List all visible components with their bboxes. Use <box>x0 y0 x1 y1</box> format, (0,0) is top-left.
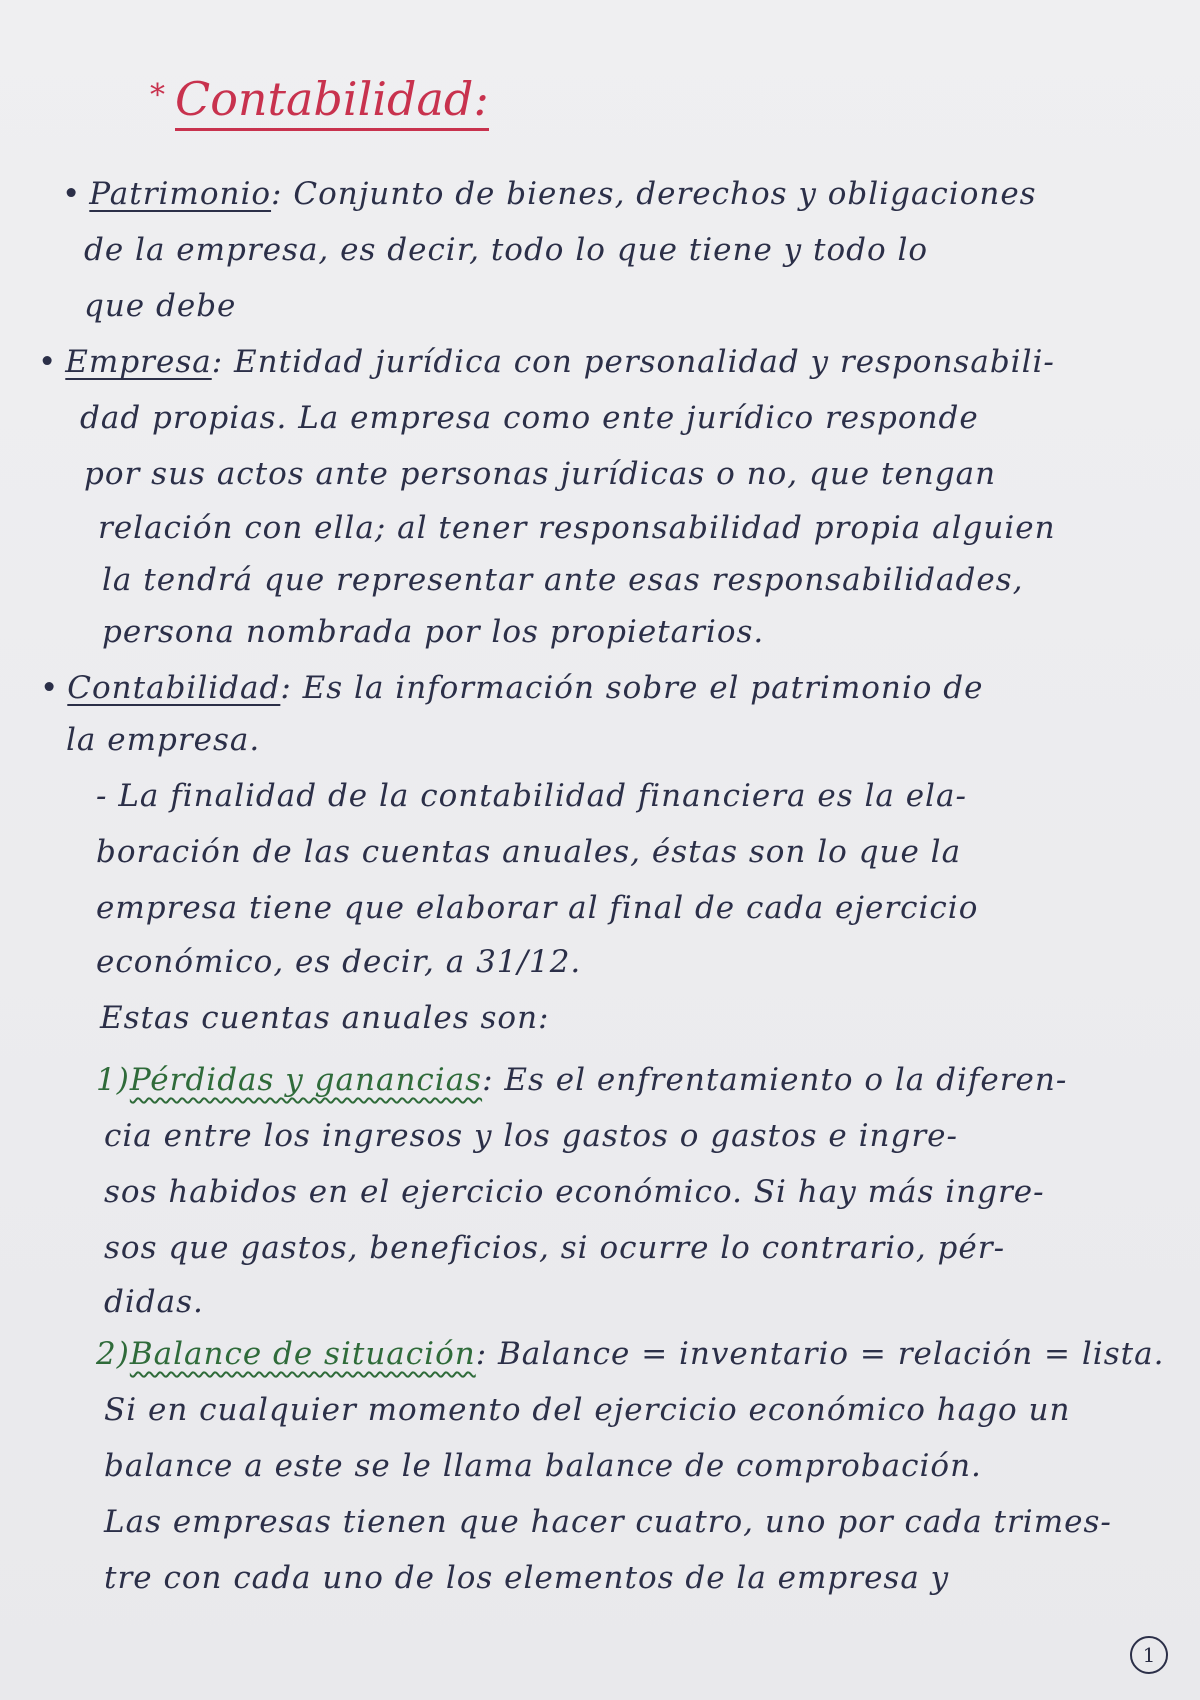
balance-line-4: Las empresas tienen que hacer cuatro, uno por cada trimes- <box>104 1504 1112 1540</box>
patrimonio-line-3: que debe <box>84 288 237 324</box>
balance-line-2: Si en cualquier momento del ejercicio económico hago un <box>104 1392 1071 1428</box>
empresa-term: Empresa <box>65 344 212 380</box>
balance-term: Balance de situación <box>129 1336 476 1372</box>
contabilidad-line-2: la empresa. <box>66 722 261 758</box>
balance-line-5: tre con cada uno de los elementos de la empresa y <box>104 1560 950 1596</box>
title-text: Contabilidad: <box>175 72 489 131</box>
patrimonio-line-2: de la empresa, es decir, todo lo que tiene y todo lo <box>84 232 929 268</box>
perdidas-line-2: cia entre los ingresos y los gastos o gastos e ingre- <box>104 1118 958 1154</box>
contabilidad-line-3: - La finalidad de la contabilidad financiera es la ela- <box>96 778 967 814</box>
patrimonio-line-1 <box>62 176 1037 212</box>
perdidas-text-1: : Es el enfrentamiento o la diferen- <box>482 1062 1068 1098</box>
perdidas-line-5: didas. <box>104 1284 204 1320</box>
bullet-icon: • <box>38 344 58 380</box>
contabilidad-line-6: económico, es decir, a 31/12. <box>96 944 582 980</box>
empresa-line-4: relación con ella; al tener responsabilidad propia alguien <box>98 510 1056 546</box>
empresa-line-6: persona nombrada por los propietarios. <box>102 614 765 650</box>
page-title <box>150 72 489 126</box>
empresa-text-1: : Entidad jurídica con personalidad y responsabili- <box>211 344 1055 380</box>
contabilidad-line-5: empresa tiene que elaborar al final de cada ejercicio <box>96 890 979 926</box>
patrimonio-text-1: : Conjunto de bienes, derechos y obligaciones <box>271 176 1037 212</box>
empresa-line-5: la tendrá que representar ante esas responsabilidades, <box>102 562 1024 598</box>
perdidas-line-3: sos habidos en el ejercicio económico. Si hay más ingre- <box>104 1174 1045 1210</box>
empresa-line-2: dad propias. La empresa como ente jurídico responde <box>80 400 979 436</box>
empresa-line-1 <box>38 344 1055 380</box>
contabilidad-term: Contabilidad <box>67 670 281 706</box>
balance-number: 2) <box>96 1336 130 1372</box>
title-marker: * <box>150 78 165 113</box>
perdidas-number: 1) <box>96 1062 130 1098</box>
contabilidad-line-1 <box>40 670 983 706</box>
bullet-icon: • <box>62 176 82 212</box>
balance-line-3: balance a este se le llama balance de comprobación. <box>104 1448 982 1484</box>
empresa-line-3: por sus actos ante personas jurídicas o no, que tengan <box>84 456 997 492</box>
balance-line-1 <box>96 1336 1164 1372</box>
perdidas-line-4: sos que gastos, beneficios, si ocurre lo contrario, pér- <box>104 1230 1006 1266</box>
perdidas-term: Pérdidas y ganancias <box>129 1062 483 1098</box>
perdidas-line-1 <box>96 1062 1067 1098</box>
contabilidad-text-1: : Es la información sobre el patrimonio de <box>280 670 984 706</box>
contabilidad-line-7: Estas cuentas anuales son: <box>100 1000 550 1036</box>
contabilidad-line-4: boración de las cuentas anuales, éstas son lo que la <box>96 834 962 870</box>
balance-text-1: : Balance = inventario = relación = lista. <box>475 1336 1165 1372</box>
page-number: 1 <box>1130 1636 1168 1674</box>
patrimonio-term: Patrimonio <box>89 176 272 212</box>
bullet-icon: • <box>40 670 60 706</box>
